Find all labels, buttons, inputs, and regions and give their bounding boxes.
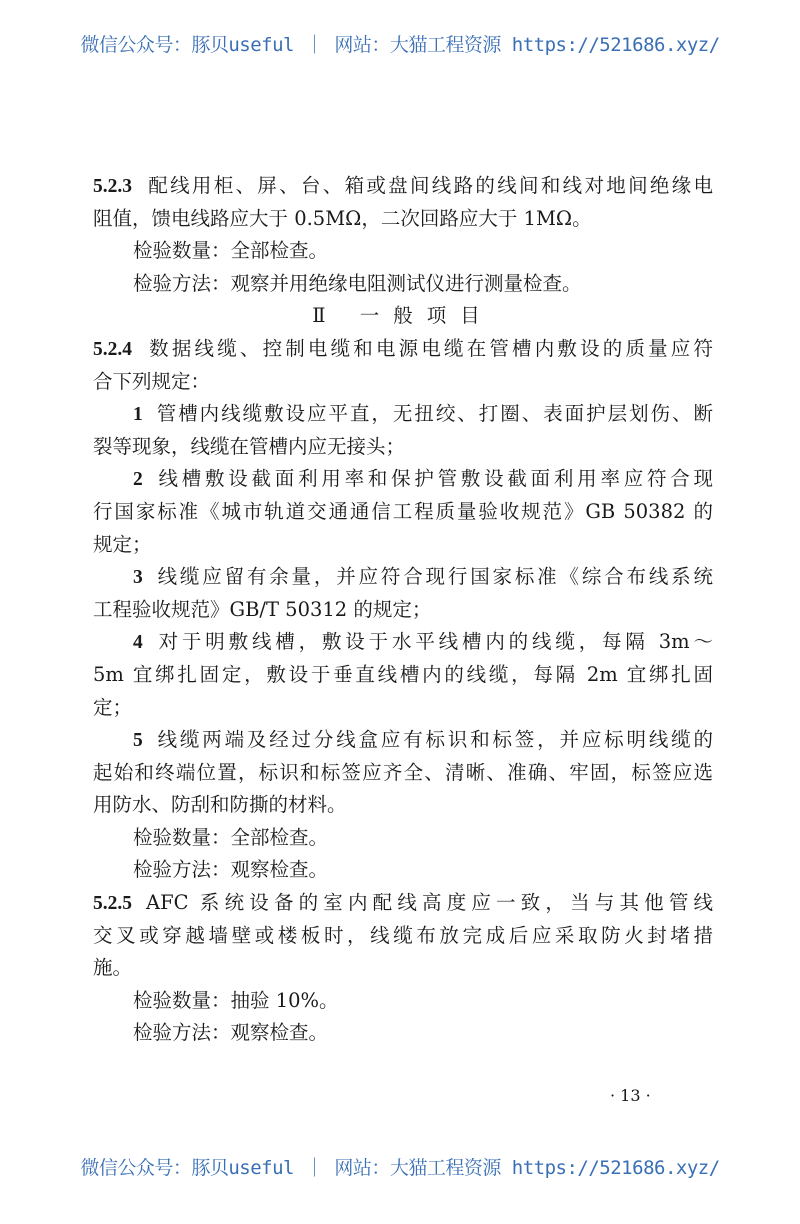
text-line [93,1017,713,1050]
text-line [93,431,713,464]
line-text: 行国家标准《城市轨道交通通信工程质量验收规范》GB 50382 的 [93,499,713,523]
line-text: 起始和终端位置，标识和标签应齐全、清晰、准确、牢固，标签应选 [93,760,713,784]
text-line [93,985,713,1018]
line-text: 检验方法：观察检查。 [133,858,329,882]
line-text: 交叉或穿越墙壁或楼板时，线缆布放完成后应采取防火封堵措 [93,923,713,947]
line-text: 检验方法：观察并用绝缘电阻测试仪进行测量检查。 [133,271,582,295]
text-line [93,822,713,855]
text-line [93,952,713,985]
line-text: 线槽敷设截面利用率和保护管敷设截面利用率应符合现 [154,467,713,491]
clause-number: 5.2.4 [93,338,132,360]
text-line [93,920,713,953]
text-line [93,235,713,268]
item-number: 2 [133,469,143,491]
item-number: 4 [133,632,143,654]
text-line [93,366,713,399]
line-text: 检验数量：全部检查。 [133,825,329,849]
line-text: 裂等现象，线缆在管槽内应无接头； [93,434,406,458]
line-text: 工程验收规范》GB/T 50312 的规定； [93,597,432,621]
line-text: 管槽内线缆敷设应平直，无扭绞、打圈、表面护层划伤、断 [154,402,713,426]
clause-line [93,170,713,203]
text-line [93,561,713,594]
line-text: 线缆两端及经过分线盒应有标识和标签，并应标明线缆的 [154,728,713,752]
text-line [93,626,713,659]
clause-number: 5.2.3 [93,176,132,197]
line-text: 线缆应留有余量，并应符合现行国家标准《综合布线系统 [154,565,713,589]
text-line [93,398,713,431]
line-text: 检验数量：全部检查。 [133,239,329,263]
text-line [93,659,713,692]
text-line [93,529,713,562]
watermark-bottom: 微信公众号：豚贝useful ｜ 网站：大猫工程资源 https://521686.xyz/ [80,1157,720,1179]
text-line [93,594,713,627]
line-text: 阻值，馈电线路应大于 0.5MΩ，二次回路应大于 1MΩ。 [93,206,592,230]
line-text: AFC 系统设备的室内配线高度应一致，当与其他管线 [146,891,713,915]
text-line [93,854,713,887]
line-text: 5m 宜绑扎固定，敷设于垂直线槽内的线缆，每隔 2m 宜绑扎固 [93,662,713,686]
watermark-top: 微信公众号：豚贝useful ｜ 网站：大猫工程资源 https://521686.xyz/ [80,34,720,56]
line-text: 定； [93,695,133,719]
line-text: 配线用柜、屏、台、箱或盘间线路的线间和线对地间绝缘电 [146,174,713,197]
text-line [93,496,713,529]
line-text: 合下列规定： [93,369,211,393]
text-line [93,268,713,301]
clause-line [93,333,713,366]
item-number: 3 [133,567,143,589]
item-number: 5 [133,730,143,752]
text-line [93,203,713,236]
line-text: 检验数量：抽验 10%。 [133,988,339,1012]
line-text: 规定； [93,532,152,556]
section-heading [93,300,713,333]
line-text: Ⅱ 一般项目 [312,304,494,328]
item-number: 1 [133,404,143,426]
document-body [93,170,713,1050]
text-line [93,789,713,822]
text-line [93,757,713,790]
text-line [93,463,713,496]
text-line [93,724,713,757]
line-text: 对于明敷线槽，敷设于水平线槽内的线缆，每隔 3m～ [154,630,713,654]
clause-number: 5.2.5 [93,893,132,915]
text-line [93,692,713,725]
line-text: 数据线缆、控制电缆和电源电缆在管槽内敷设的质量应符 [146,336,713,360]
line-text: 施。 [93,956,133,980]
line-text: 用防水、防刮和防撕的材料。 [93,793,347,817]
line-text: 检验方法：观察检查。 [133,1021,329,1045]
clause-line [93,887,713,920]
page-number: · 13 · [610,1086,651,1105]
